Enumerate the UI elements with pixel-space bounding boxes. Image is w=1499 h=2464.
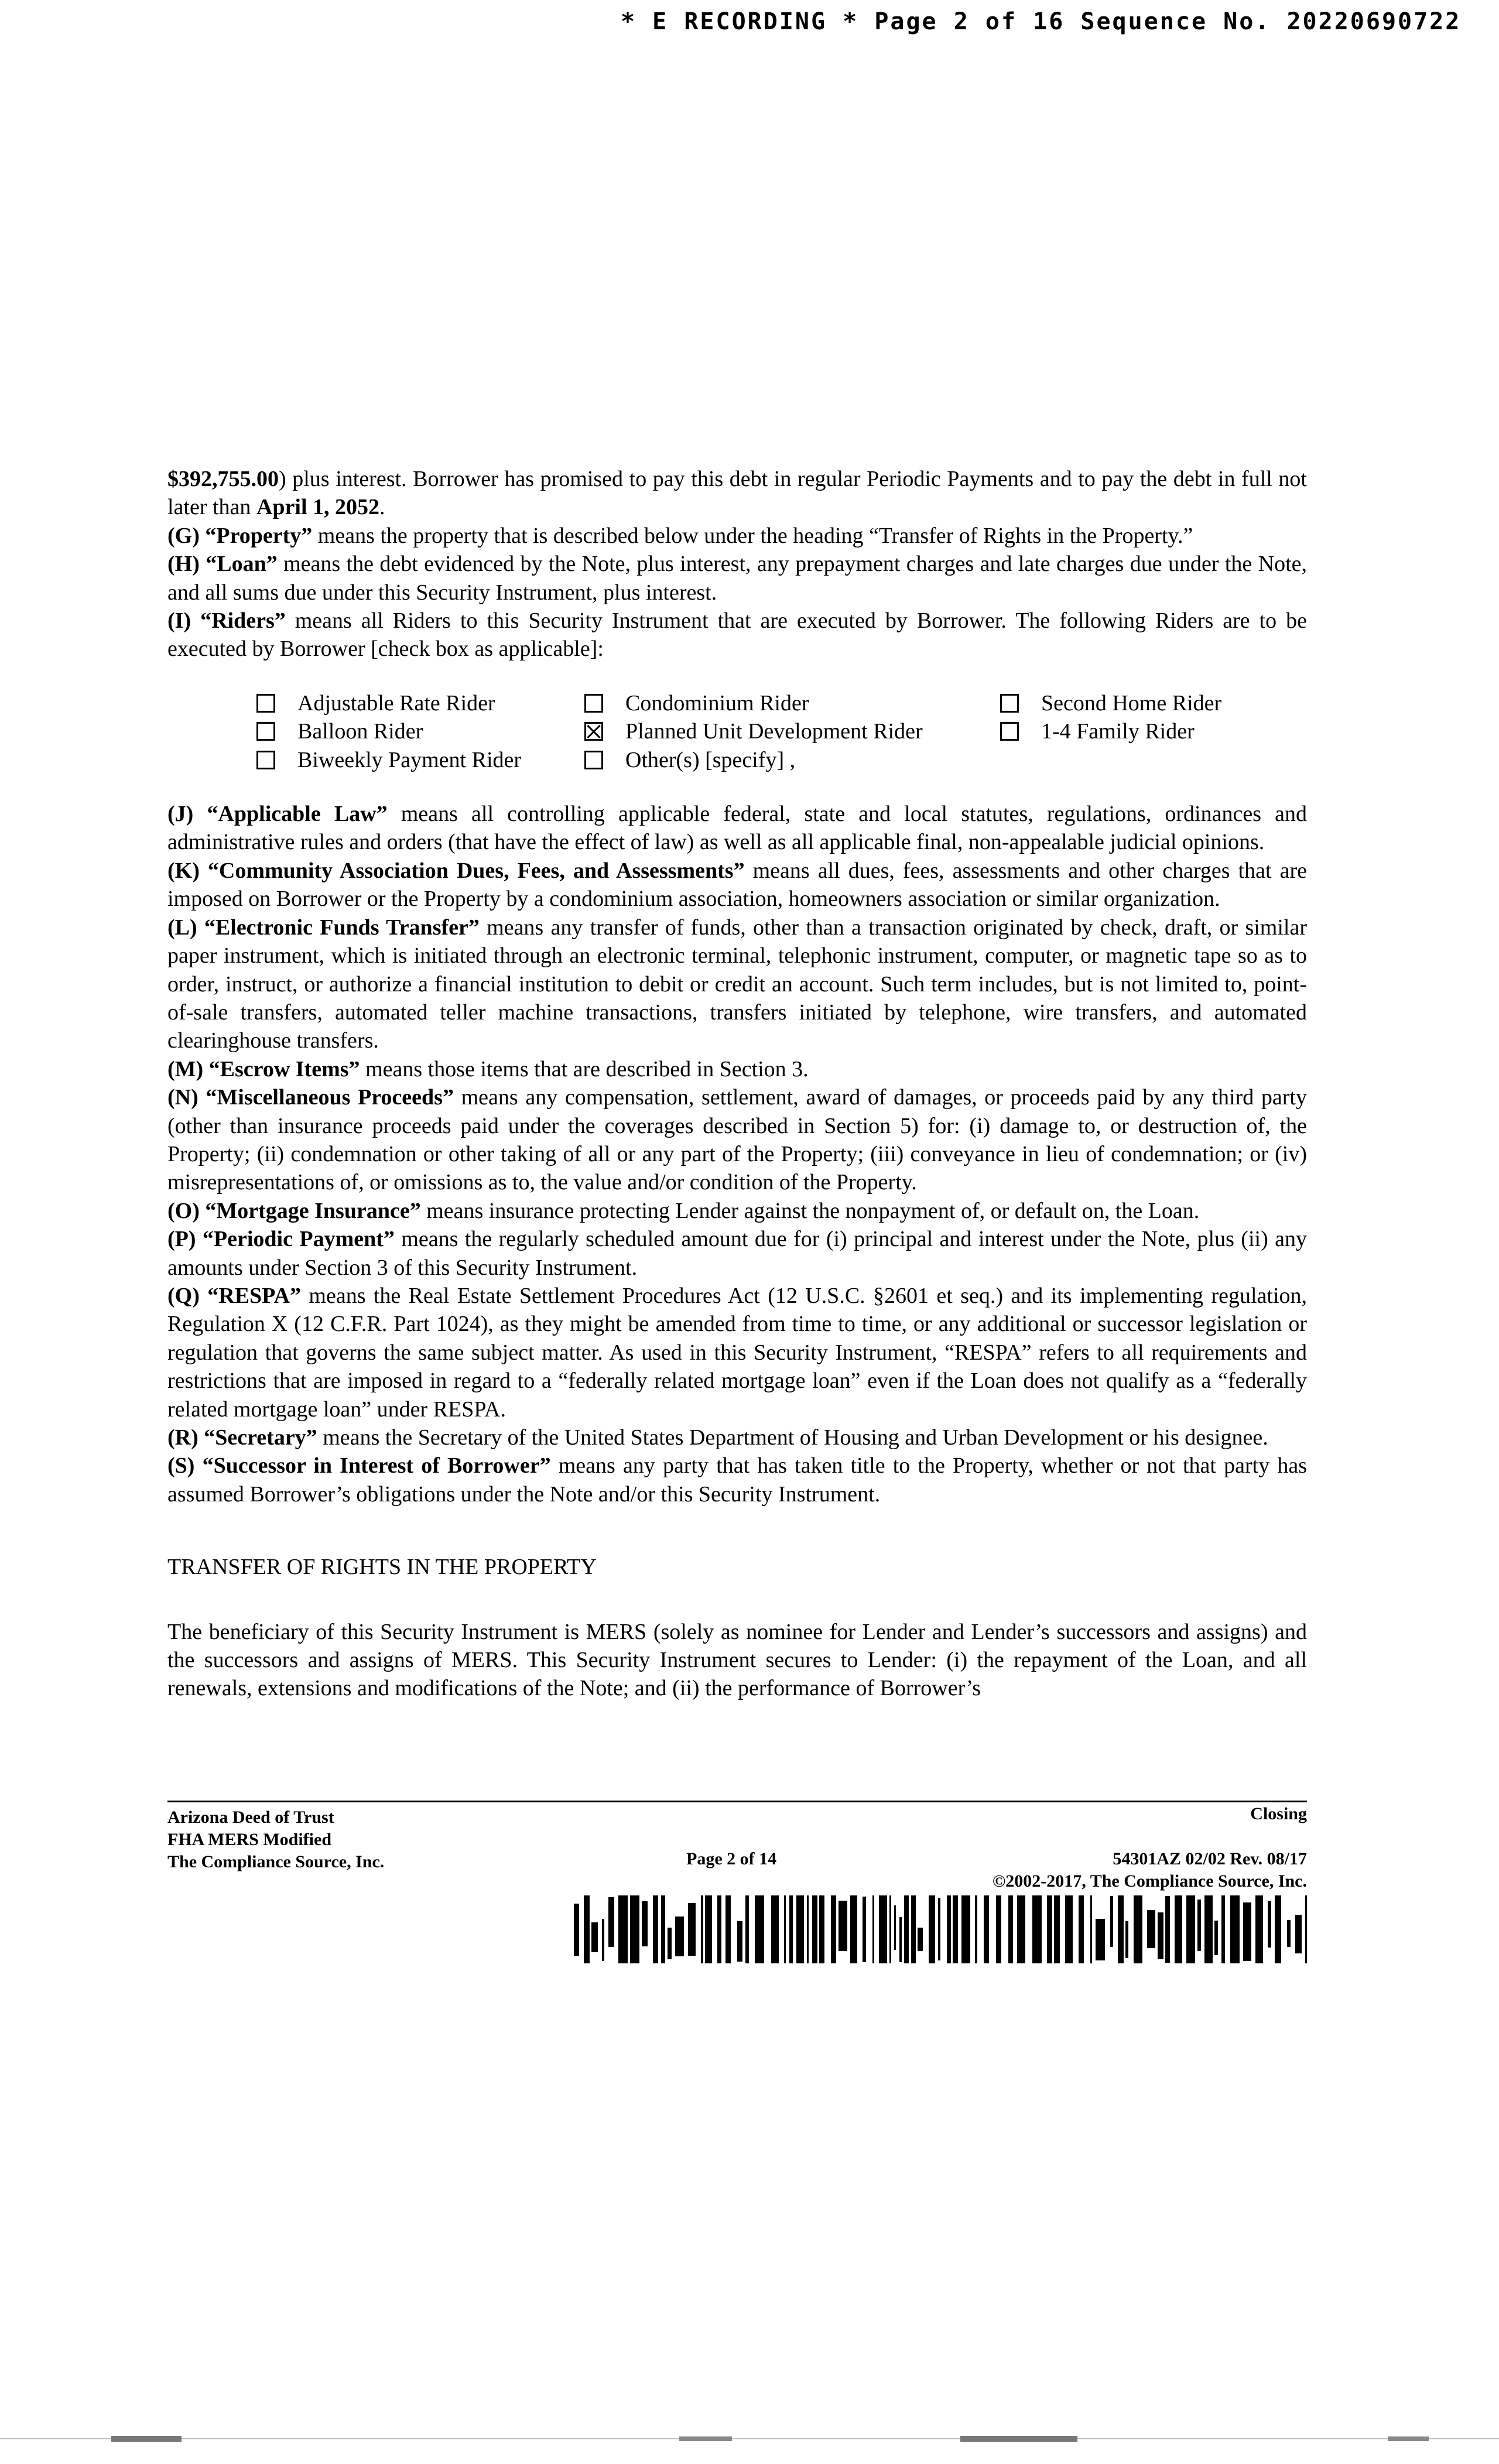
definition-text: means the debt evidenced by the Note, plus interest, any prepayment charges and late charges due under the Note, and all sums due under this Security Instrument, plus interest. — [167, 552, 1307, 605]
footer-copyright: ©2002-2017, The Compliance Source, Inc. — [992, 1871, 1307, 1891]
barcode-bar — [1147, 1910, 1155, 1948]
definition-miscellaneous-proceeds — [167, 1083, 1307, 1197]
barcode-bar — [725, 1895, 731, 1963]
emphasis: $392,755.00 — [167, 467, 279, 491]
barcode-bar — [661, 1895, 665, 1963]
barcode-bar — [812, 1895, 817, 1963]
barcode-bar — [904, 1895, 909, 1963]
barcode-bar — [1214, 1921, 1218, 1955]
barcode-bar — [642, 1901, 648, 1946]
definition-text: means the Real Estate Settlement Procedures Act (12 U.S.C. §2601 et seq.) and its implementing regulation, Regulation X (12 C.F.R. Part 1024), as they might be amended from time to time, or any additional or successor legislation or regulation that governs the same subject matter. As used in this Security Instrument, “RESPA” refers to all requirements and restrictions that are imposed in regard to a “federally related mortgage loan” even if the Loan does not qualify as a “federally related mortgage loan” under RESPA. — [167, 1283, 1307, 1422]
barcode-bar — [879, 1895, 887, 1963]
barcode-bar — [608, 1897, 614, 1947]
term: (O) “Mortgage Insurance” — [167, 1198, 421, 1223]
footer-form-subtitle: FHA MERS Modified — [167, 1830, 332, 1849]
definition-text: means any party that has taken title to the Property, whether or not that party has assumed Borrower’s obligations under the Note and/or this Security Instrument. — [167, 1453, 1307, 1507]
rider-planned-unit-development[interactable] — [584, 717, 1000, 745]
barcode-bar — [745, 1895, 749, 1963]
barcode-bar — [1134, 1895, 1142, 1963]
barcode-bar — [996, 1895, 1001, 1963]
definition-property — [167, 522, 1307, 550]
barcode-bar — [1175, 1895, 1182, 1963]
barcode-bar — [618, 1895, 628, 1963]
definition-loan — [167, 550, 1307, 607]
checkbox[interactable] — [1000, 694, 1019, 713]
barcode-bar — [889, 1895, 891, 1963]
barcode-bar — [1197, 1900, 1201, 1951]
barcode-bar — [947, 1895, 951, 1963]
barcode-bar — [574, 1904, 579, 1956]
rider-label: Planned Unit Development Rider — [625, 719, 923, 744]
rider-adjustable-rate[interactable] — [256, 689, 584, 717]
barcode-bar — [1032, 1895, 1042, 1963]
barcode-bar — [831, 1895, 836, 1963]
definition-text: means any compensation, settlement, award of damages, or proceeds paid by any third party (other than insurance proceeds paid under the coverages described in Section 5) for: (i) damage to, or destruction of, the Property; (ii) condemnation or other taking of all or any part of the Property; (iii) conveyance in lieu of condemnation; or (iv) misrepresentations of, or omissions as to, the value and/or condition of the Property. — [167, 1085, 1307, 1195]
rider-label: Biweekly Payment Rider — [297, 747, 522, 772]
barcode-bar — [899, 1917, 902, 1962]
checkbox[interactable] — [1000, 722, 1019, 741]
document-body — [167, 465, 1307, 1703]
definition-mortgage-insurance — [167, 1197, 1307, 1225]
term: (L) “Electronic Funds Transfer” — [167, 915, 480, 940]
barcode-bar — [839, 1901, 847, 1951]
definition-text: means insurance protecting Lender against the nonpayment of, or default on, the Loan. — [420, 1198, 1200, 1223]
term: (J) “Applicable Law” — [167, 802, 388, 827]
footer-page-number: Page 2 of 14 — [686, 1849, 777, 1868]
definition-applicable-law — [167, 800, 1307, 857]
term: (H) “Loan” — [167, 552, 278, 577]
term: (G) “Property” — [167, 523, 313, 548]
term: (P) “Periodic Payment” — [167, 1227, 395, 1252]
barcode-bar — [1275, 1895, 1281, 1963]
definition-escrow-items — [167, 1055, 1307, 1083]
definition-periodic-payment — [167, 1225, 1307, 1282]
barcode-bar — [688, 1903, 696, 1956]
rider-label: 1-4 Family Rider — [1041, 719, 1195, 744]
definition-text: means the regularly scheduled amount due for (i) principal and interest under the Note, plus (ii) any amounts under Section 3 of this Security Instrument. — [167, 1227, 1307, 1280]
barcode-bar — [1268, 1901, 1271, 1948]
definition-text: means all controlling applicable federal, state and local statutes, regulations, ordinances and administrative rules and orders (that have the effect of law) as well as all applicable final, non-appealable judicial opinions. — [167, 802, 1307, 855]
barcode-bar — [1047, 1895, 1052, 1963]
barcode-bar — [984, 1895, 989, 1963]
footer-publisher: The Compliance Source, Inc. — [167, 1852, 385, 1871]
barcode-bar — [929, 1895, 935, 1963]
rider-second-home[interactable] — [1000, 689, 1269, 717]
section-heading: TRANSFER OF RIGHTS IN THE PROPERTY — [167, 1555, 597, 1580]
barcode-bar — [819, 1895, 824, 1963]
barcode-bar — [1230, 1895, 1240, 1963]
barcode-bar — [789, 1895, 793, 1963]
barcode-bar — [717, 1895, 721, 1963]
rider-label: Balloon Rider — [297, 719, 423, 744]
barcode-bar — [953, 1895, 958, 1963]
barcode-bar — [668, 1928, 672, 1959]
barcode-bar — [1065, 1895, 1073, 1963]
barcode-bar — [850, 1895, 857, 1963]
barcode-bar — [911, 1895, 916, 1963]
checkbox[interactable] — [584, 722, 603, 741]
definition-text: means any transfer of funds, other than a transaction originated by check, draft, or similar paper instrument, which is initiated through an electronic terminal, telephonic instrument, computer, or magnetic tape so as to order, instruct, or authorize a financial institution to debit or credit an account. Such term includes, but is not limited to, point-of-sale transfers, automated teller machine transactions, transfers initiated by telephone, wire transfers, and automated clearinghouse transfers. — [167, 915, 1307, 1053]
definition-text: means the property that is described below under the heading “Transfer of Rights in the Property.” — [312, 523, 1193, 548]
barcode-bar — [784, 1895, 786, 1963]
barcode-bar — [737, 1921, 742, 1962]
barcode-bar — [602, 1919, 604, 1961]
riders-checklist — [256, 689, 1307, 774]
paragraph-transfer-of-rights: The beneficiary of this Security Instrument is MERS (solely as nominee for Lender and Lender’s successors and assigns) and the successors and assigns of MERS. This Security Instrument secures to Lender: (i) the repayment of the Loan, and all renewals, extensions and modifications of the Note; and (ii) the performance of Borrower’s — [167, 1619, 1307, 1701]
term: (R) “Secretary” — [167, 1425, 317, 1450]
barcode-bar — [975, 1895, 977, 1963]
barcode-bar — [675, 1917, 684, 1956]
barcode-bar — [1125, 1921, 1128, 1958]
barcode-bar — [1079, 1895, 1084, 1963]
barcode-image — [574, 1895, 1307, 1963]
definition-electronic-funds-transfer — [167, 913, 1307, 1055]
rider-1-4-family[interactable] — [1000, 717, 1269, 745]
recording-header: * E RECORDING * Page 2 of 16 Sequence No. 20220690722 — [621, 8, 1462, 35]
rider-label: Condominium Rider — [625, 690, 809, 716]
barcode-bar — [1008, 1895, 1013, 1963]
barcode-bar — [1054, 1895, 1060, 1963]
term: (M) “Escrow Items” — [167, 1056, 360, 1082]
barcode-bar — [1158, 1912, 1163, 1959]
paragraph-loan-amount: $392,755.00) plus interest. Borrower has promised to pay this debt in regular Periodic Payments and to pay the debt in full not later than April 1, 2052. — [167, 467, 1307, 520]
definition-riders — [167, 607, 1307, 663]
term: (N) “Miscellaneous Proceeds” — [167, 1085, 454, 1110]
barcode-bar — [1118, 1895, 1124, 1963]
term: (K) “Community Association Dues, Fees, and Assessments” — [167, 858, 745, 883]
definition-text: means those items that are described in Section 3. — [360, 1056, 809, 1082]
barcode-bar — [961, 1895, 970, 1963]
rider-biweekly-payment[interactable] — [256, 746, 584, 774]
emphasis: April 1, 2052 — [256, 495, 379, 520]
barcode-bar — [1204, 1895, 1213, 1963]
checkbox[interactable] — [256, 751, 275, 769]
barcode-bar — [701, 1895, 703, 1963]
definition-secretary — [167, 1423, 1307, 1452]
footer-form-info — [167, 1806, 384, 1873]
definition-text: means all dues, fees, assessments and other charges that are imposed on Borrower or the Property by a condominium association, homeowners association or similar organization. — [167, 858, 1307, 912]
barcode-bar — [1165, 1896, 1170, 1963]
barcode-bar — [1221, 1895, 1225, 1963]
barcode-bar — [1090, 1895, 1092, 1963]
definition-text: means all Riders to this Security Instrument that are executed by Borrower. The following Riders are to be executed by Borrower [check box as applicable]: — [167, 608, 1307, 662]
barcode-bar — [1287, 1920, 1291, 1947]
barcode-bar — [894, 1905, 896, 1950]
definition-respa — [167, 1282, 1307, 1423]
footer-form-title: Arizona Deed of Trust — [167, 1808, 334, 1827]
barcode-bar — [1305, 1895, 1307, 1963]
rider-balloon[interactable] — [256, 717, 584, 745]
barcode-bar — [630, 1895, 639, 1963]
barcode-bar — [1110, 1896, 1113, 1947]
checkbox[interactable] — [256, 694, 275, 713]
definition-text: means the Secretary of the United States Department of Housing and Urban Development or his designee. — [317, 1425, 1268, 1450]
footer-closing-label: Closing — [1250, 1804, 1307, 1823]
footer-form-number: 54301AZ 02/02 Rev. 08/17 — [1113, 1849, 1307, 1868]
barcode-bar — [807, 1895, 809, 1963]
checkbox[interactable] — [584, 694, 603, 713]
barcode-bar — [918, 1928, 923, 1951]
barcode-bar — [591, 1922, 598, 1952]
barcode-bar — [1295, 1915, 1302, 1953]
definition-community-dues — [167, 857, 1307, 913]
barcode-bar — [1186, 1895, 1195, 1963]
term: (I) “Riders” — [167, 608, 286, 634]
barcode-bar — [796, 1895, 804, 1963]
definition-successor-in-interest — [167, 1452, 1307, 1508]
footer-form-number-block — [993, 1848, 1307, 1893]
term: (S) “Successor in Interest of Borrower” — [167, 1453, 551, 1479]
rider-label: Other(s) [specify] , — [625, 747, 796, 772]
barcode-bar — [1243, 1902, 1251, 1961]
barcode-bar — [938, 1898, 940, 1960]
barcode-bar — [1017, 1895, 1025, 1963]
barcode-bar — [1096, 1919, 1105, 1960]
scan-edge-artifact — [0, 2435, 1499, 2443]
barcode-bar — [872, 1895, 874, 1963]
checkbox[interactable] — [584, 751, 603, 769]
barcode-bar — [755, 1895, 764, 1963]
rider-label: Second Home Rider — [1041, 690, 1222, 716]
rider-label: Adjustable Rate Rider — [297, 690, 495, 716]
rider-other[interactable] — [584, 746, 1000, 774]
barcode-bar — [1255, 1895, 1263, 1963]
barcode-bar — [584, 1895, 590, 1963]
barcode-bar — [771, 1895, 779, 1963]
rider-condominium[interactable] — [584, 689, 1000, 717]
barcode-bar — [653, 1895, 658, 1963]
barcode-bar — [863, 1897, 866, 1962]
checkbox[interactable] — [256, 722, 275, 741]
term: (Q) “RESPA” — [167, 1283, 302, 1308]
footer-rule — [167, 1801, 1307, 1802]
barcode-bar — [705, 1895, 712, 1963]
